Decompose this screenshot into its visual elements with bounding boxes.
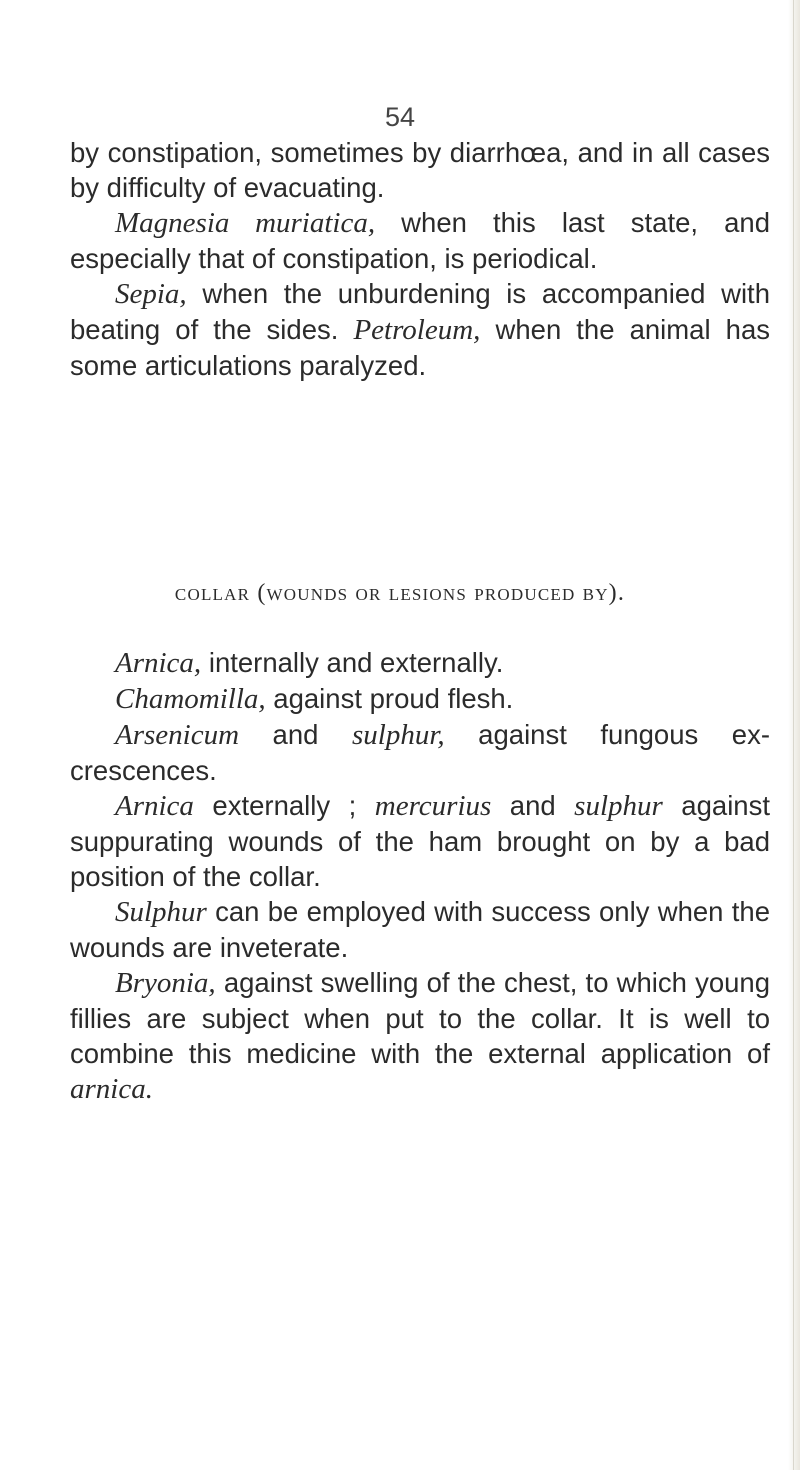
remedy-paragraph: Arnica, internally and externally.: [115, 647, 504, 679]
page-edge-shadow: [788, 0, 800, 1470]
remedy-paragraph: Sulphur can be employed with success only when the wounds are inveterate.: [70, 896, 770, 963]
collar-remedies-block: [70, 645, 770, 1107]
remedy-paragraph: Arsenicum and sulphur, against fungous ex-crescences.: [70, 719, 770, 786]
remedy-name: mercurius: [374, 790, 492, 822]
sepia-paragraph: Sepia, when the unburdening is accompanied with beating of the sides. Petroleum, when the animal has some articulations paralyzed.: [70, 278, 770, 381]
remedy-paragraph: Bryonia, against swelling of the chest, to which young fillies are subject when put to the collar. It is well to combine this medicine with the external application of arnica.: [70, 967, 770, 1105]
page-number: 54: [384, 102, 416, 132]
remedy-paragraph: Chamomilla, against proud flesh.: [115, 683, 514, 715]
remedy-name: Magnesia muriatica,: [115, 207, 376, 239]
page-edge-line: [793, 0, 794, 1470]
remedy-name: Chamomilla,: [115, 683, 266, 715]
remedy-name: sulphur,: [351, 719, 445, 751]
section-heading: collar (wounds or lesions produced by).: [174, 580, 626, 606]
remedy-name: Petroleum,: [353, 314, 481, 346]
intro-text-block: [70, 135, 770, 383]
remedy-name: Arnica: [115, 790, 194, 822]
remedy-name: Sepia,: [115, 278, 187, 310]
remedy-name: sulphur: [574, 790, 663, 822]
magnesia-paragraph: Magnesia muriatica, when this last state, and especially that of constipation, is periodical.: [70, 207, 770, 274]
remedy-paragraph: Arnica externally ; mercurius and sulphur against suppurating wounds of the ham brought on by a bad position of the collar.: [70, 790, 770, 892]
remedy-name: arnica.: [70, 1073, 153, 1105]
remedy-name: Sulphur: [115, 896, 207, 928]
intro-paragraph-continuation: by constipation, sometimes by diarrhœa, and in all cases by difficulty of evacuating.: [70, 137, 770, 203]
remedy-name: Arnica,: [115, 647, 202, 679]
remedy-name: Bryonia,: [115, 967, 216, 999]
remedy-name: Arsenicum: [115, 719, 240, 751]
